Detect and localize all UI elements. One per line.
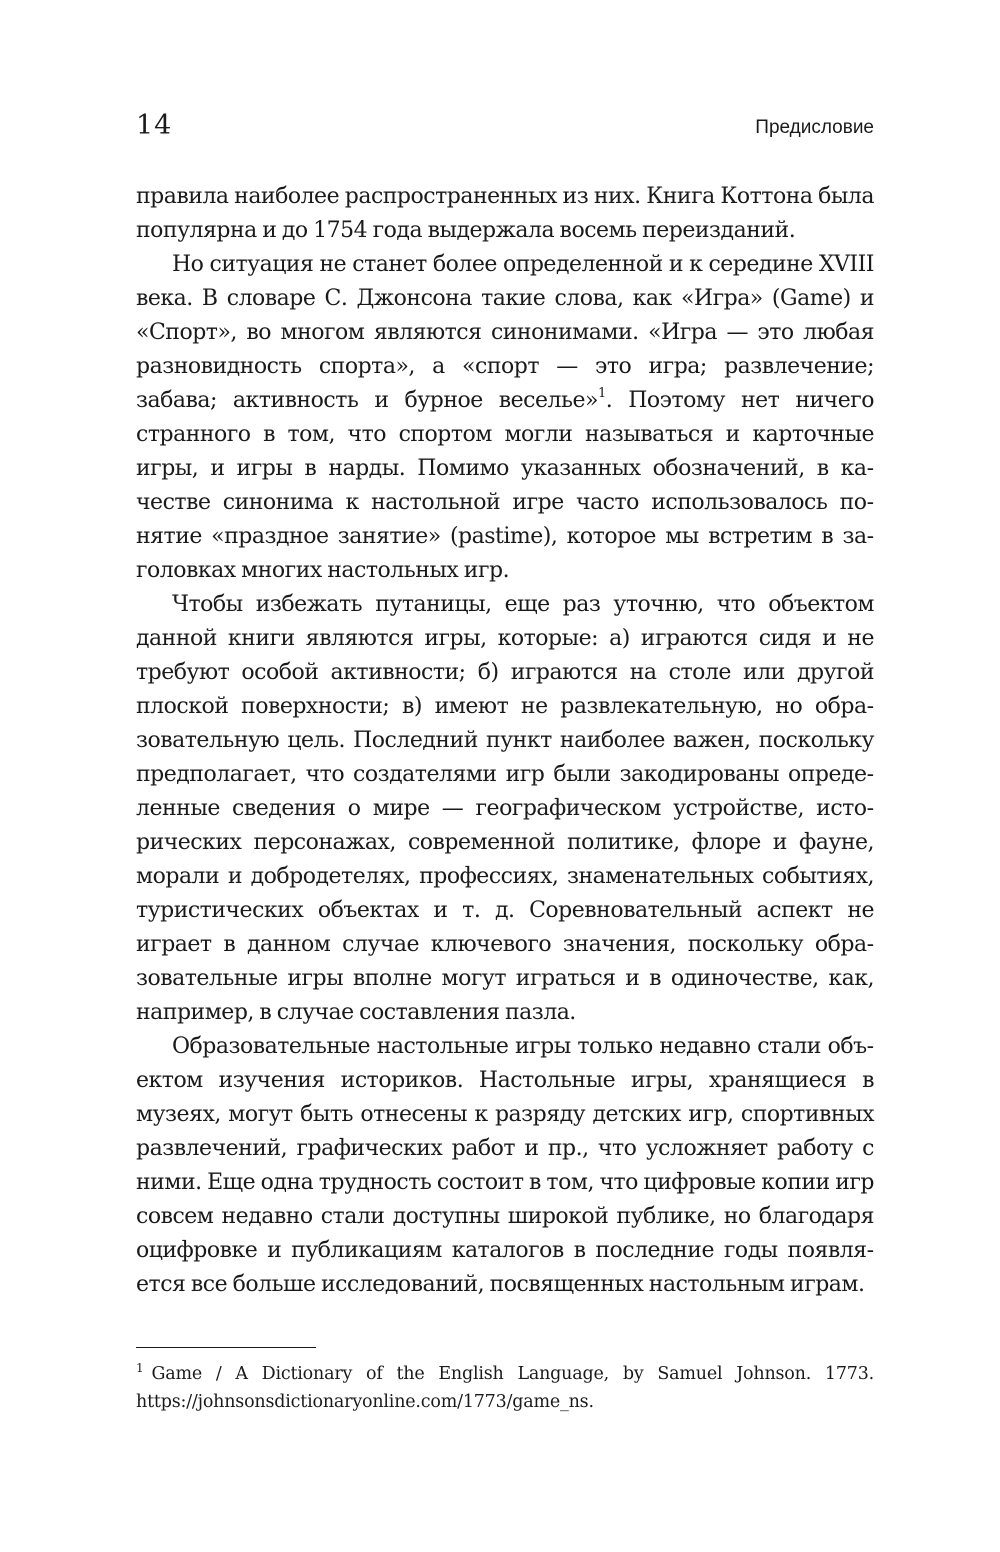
paragraph-continuation [136, 180, 874, 248]
paragraph-text: Чтобы избежать путаницы, еще раз уточню, что объектом данной книги являются игры, которые: а) играются сидя и не требуют особой активности; б) играются на столе или другой плоской поверхности; в) имеют не развлекательную, но образовательную цель. Последний пункт наиболее важен, поскольку предполагает, что создателями игр были закодированы определенные сведения о мире — географическом устройстве, исторических персонажах, современной политике, флоре и фауне, морали и добродетелях, профессиях, знаменательных событиях, туристических объектах и т. д. Соревновательный аспект не играет в данном случае ключевого значения, поскольку образовательные игры вполне могут играться и в одиночестве, как, например, в случае составления пазла. [136, 592, 874, 1025]
paragraph [136, 248, 874, 588]
running-head [136, 106, 874, 146]
footnote-number: 1 [136, 1361, 144, 1375]
paragraph-text: правила наиболее распространенных из них. Книга Коттона была популярна и до 1754 года выдержала восемь переизданий. [136, 184, 874, 243]
footnote-reference: 1 [597, 386, 606, 401]
page-number: 14 [136, 110, 173, 141]
footnote [136, 1360, 874, 1416]
footnote-divider [136, 1347, 316, 1348]
paragraph-text: Образовательные настольные игры только недавно стали объектом изучения историков. Настольные игры, хранящиеся в музеях, могут быть отнесены к разряду детских игр, спортивных развлечений, графических работ и пр., что усложняет работу с ними. Еще одна трудность состоит в том, что цифровые копии игр совсем недавно стали доступны широкой публике, но благодаря оцифровке и публикациям каталогов в последние годы появляется все больше исследований, посвященных настольным играм. [136, 1034, 874, 1297]
paragraph [136, 1030, 874, 1302]
paragraph-text: Но ситуация не станет более определенной и к середине XVIII века. В словаре С. Джонсона такие слова, как «Игра» (Game) и «Спорт», во многом являются синонимами. «Игра — это любая разновидность спорта», а «спорт — это игра; развлечение; забава; активность и бурное веселье» [136, 252, 874, 413]
section-title: Предисловие [755, 117, 874, 138]
body-text [136, 180, 874, 1302]
paragraph-text: . Поэтому нет ничего странного в том, что спортом могли называться и карточные игры, и игры в нарды. Помимо указанных обозначений, в качестве синонима к настольной игре часто использовалось понятие «праздное занятие» (pastime), которое мы встретим в заголовках многих настольных игр. [136, 388, 875, 583]
paragraph [136, 588, 874, 1030]
book-page [136, 0, 874, 1552]
footnote-text: Game / A Dictionary of the English Language, by Samuel Johnson. 1773. https://johnsonsdictionaryonline.com/1773/game_ns. [136, 1364, 874, 1412]
